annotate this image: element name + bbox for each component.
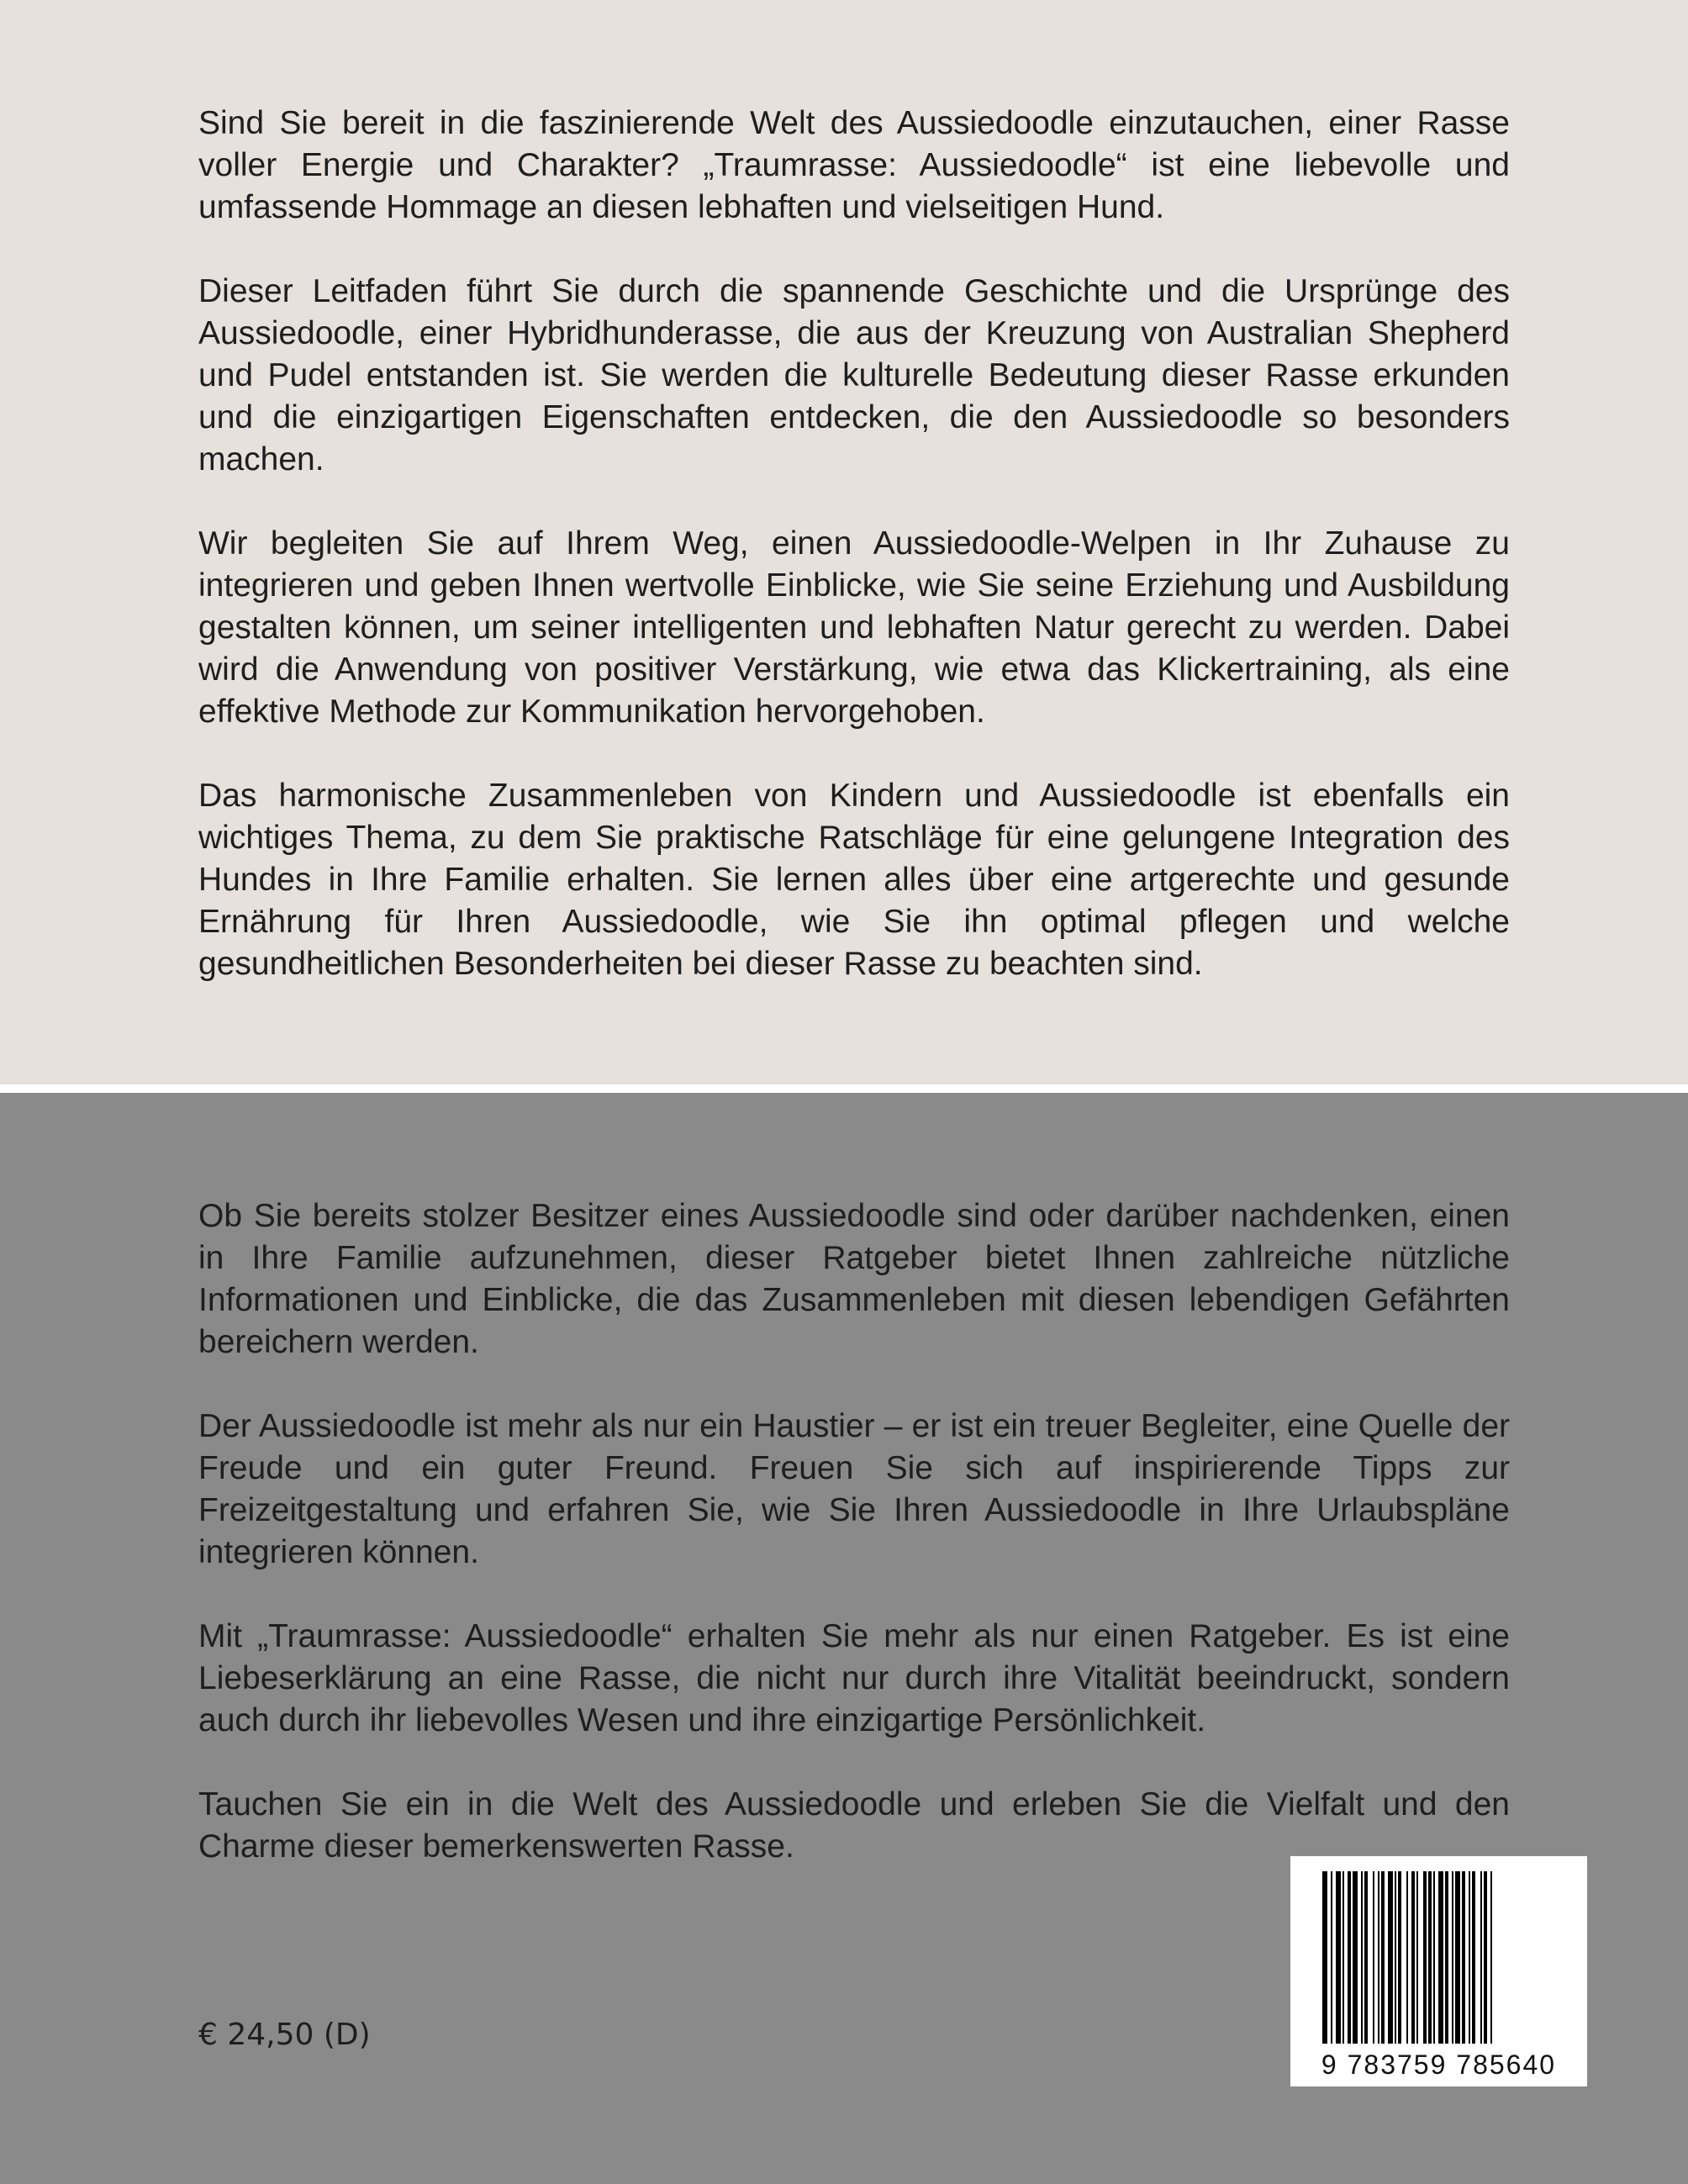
barcode-bar (1398, 1871, 1401, 2044)
blurb-top (198, 103, 1510, 1027)
barcode-bar (1438, 1871, 1443, 2044)
barcode-bar (1490, 1871, 1492, 2044)
panel-divider (0, 1084, 1688, 1093)
paragraph: Der Aussiedoodle ist mehr als nur ein Haustier – er ist ein treuer Begleiter, eine Quelle der Freude und ein guter Freund. Freuen Sie sich auf inspirierende Tipps zur Freizeitgestaltung und erfahren Sie, wie Sie Ihren Aussiedoodle in Ihre Urlaubspläne integrieren können. (198, 1408, 1510, 1570)
barcode-bar (1455, 1871, 1460, 2044)
paragraph: Sind Sie bereit in die faszinierende Welt des Aussiedoodle einzutauchen, einer Rasse voller Energie und Charakter? „Traumrasse: Aussiedoodle“ ist eine liebevolle und umfassende Hommage an diesen lebhaften und vielseitigen Hund. (198, 105, 1510, 225)
barcode-bar (1411, 1871, 1415, 2044)
barcode-bar (1428, 1871, 1432, 2044)
barcode-bar (1423, 1871, 1427, 2044)
barcode-bar (1416, 1871, 1418, 2044)
barcode-bar (1364, 1871, 1368, 2044)
price-label: € 24,50 (D) (198, 2018, 371, 2052)
barcode-bar (1373, 1871, 1374, 2044)
barcode-bar (1484, 1871, 1487, 2044)
barcode-bar (1381, 1871, 1385, 2044)
barcode-bar (1353, 1871, 1358, 2044)
barcode-number: 9 783759 785640 (1321, 2049, 1557, 2080)
barcode-bar (1322, 1871, 1327, 2044)
barcode-bar (1378, 1871, 1379, 2044)
paragraph: Tauchen Sie ein in die Welt des Aussiedoodle und erleben Sie die Vielfalt und den Charme dieser bemerkenswerten Rasse. (198, 1786, 1510, 1865)
barcode-bar (1361, 1871, 1363, 2044)
paragraph: Wir begleiten Sie auf Ihrem Weg, einen Aussiedoodle-Welpen in Ihr Zuhause zu integrieren und geben Ihnen wertvolle Einblicke, wie Sie seine Erziehung und Ausbildung gestalten können, um seiner intelligenten und lebhaften Natur gerecht zu werden. Dabei wird die Anwendung von positiver Verstärkung, wie etwa das Klickertraining, als eine effektive Methode zur Kommunikation hervorgehoben. (198, 525, 1510, 730)
barcode-bar (1336, 1871, 1341, 2044)
blurb-bottom (198, 1195, 1510, 1910)
barcode-bar (1452, 1871, 1453, 2044)
barcode-bar (1406, 1871, 1408, 2044)
paragraph: Das harmonische Zusammenleben von Kindern und Aussiedoodle ist ebenfalls ein wichtiges Thema, zu dem Sie praktische Ratschläge für eine gelungene Integration des Hundes in Ihre Familie erhalten. Sie lernen alles über eine artgerechte und gesunde Ernährung für Ihren Aussiedoodle, wie Sie ihn optimal pflegen und welche gesundheitlichen Besonderheiten bei dieser Rasse zu beachten sind. (198, 778, 1510, 982)
paragraph: Mit „Traumrasse: Aussiedoodle“ erhalten Sie mehr als nur einen Ratgeber. Es ist eine Liebeserklärung an eine Rasse, die nicht nur durch ihre Vitalität beeindruckt, sondern auch durch ihr liebevolles Wesen und ihre einzigartige Persönlichkeit. (198, 1618, 1510, 1738)
isbn-barcode (1290, 1856, 1587, 2086)
paragraph: Dieser Leitfaden führt Sie durch die spannende Geschichte und die Ursprünge des Aussiedoodle, einer Hybridhunderasse, die aus der Kreuzung von Australian Shepherd und Pudel entstanden ist. Sie werden die kulturelle Bedeutung dieser Rasse erkunden und die einzigartigen Eigenschaften entdecken, die den Aussiedoodle so besonders machen. (198, 273, 1510, 477)
barcode-bar (1469, 1871, 1470, 2044)
barcode-bar (1388, 1871, 1393, 2044)
barcode-bar (1348, 1871, 1351, 2044)
barcode-bar (1480, 1871, 1482, 2044)
barcode-bar (1462, 1871, 1465, 2044)
barcode-bar (1395, 1871, 1396, 2044)
barcode-bar (1331, 1871, 1332, 2044)
barcode-bar (1342, 1871, 1344, 2044)
barcode-bar (1472, 1871, 1475, 2044)
barcode-bar (1433, 1871, 1435, 2044)
barcode-bar (1445, 1871, 1448, 2044)
paragraph: Ob Sie bereits stolzer Besitzer eines Aussiedoodle sind oder darüber nachdenken, einen in Ihre Familie aufzunehmen, dieser Ratgeber bietet Ihnen zahlreiche nützliche Informationen und Einblicke, die das Zusammenleben mit diesen lebendigen Gefährten bereichern werden. (198, 1198, 1510, 1360)
